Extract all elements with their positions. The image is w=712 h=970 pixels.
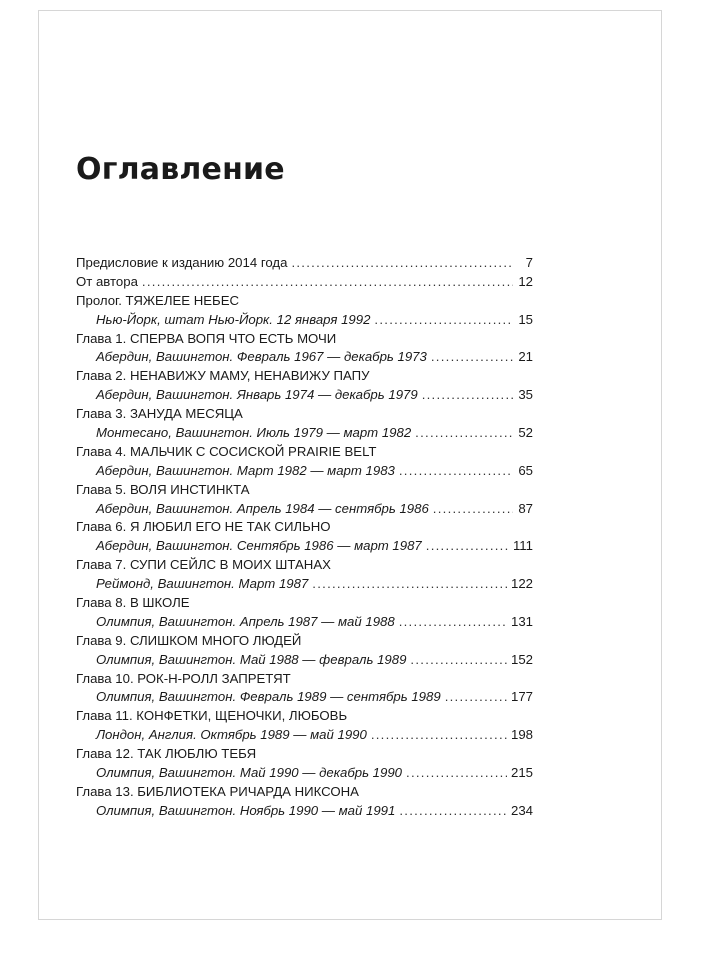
toc-entry-title-line: [76, 595, 533, 614]
toc-entry-subtitle-line: [76, 689, 533, 708]
toc-entry-title: Глава 2. НЕНАВИЖУ МАМУ, НЕНАВИЖУ ПАПУ: [76, 368, 370, 384]
toc-entry-title-line: [76, 444, 533, 463]
toc-entry-subtitle-line: [76, 463, 533, 482]
toc-entry-subtitle-line: [76, 614, 533, 633]
toc-entry-title-line: [76, 406, 533, 425]
dot-leader: [433, 501, 513, 516]
dot-leader: [399, 614, 507, 629]
toc-entry-subtitle: Олимпия, Вашингтон. Февраль 1989 — сентябрь 1989: [96, 689, 441, 705]
toc-entry-subtitle: Олимпия, Вашингтон. Май 1988 — февраль 1989: [96, 651, 407, 667]
page-title: Оглавление: [76, 152, 285, 187]
toc-page-number: 215: [510, 765, 533, 781]
toc-entry-subtitle-line: [76, 803, 533, 822]
toc-entry-title: Глава 6. Я ЛЮБИЛ ЕГО НЕ ТАК СИЛЬНО: [76, 519, 331, 535]
toc-entry-title: Пролог. ТЯЖЕЛЕЕ НЕБЕС: [76, 292, 240, 308]
toc-entry-subtitle: Олимпия, Вашингтон. Ноябрь 1990 — май 1991: [96, 802, 396, 818]
toc-entry-title: Предисловие к изданию 2014 года: [76, 255, 288, 270]
toc-entry: [76, 255, 533, 274]
toc-entry-title: Глава 8. В ШКОЛЕ: [76, 595, 190, 611]
dot-leader: [399, 803, 507, 818]
toc-entry-subtitle-line: [76, 727, 533, 746]
dot-leader: [431, 349, 513, 364]
toc-entry-title: Глава 10. РОК-Н-РОЛЛ ЗАПРЕТЯТ: [76, 670, 291, 686]
toc-page-number: 177: [510, 689, 533, 705]
toc-entry-title-line: [76, 293, 533, 312]
dot-leader: [291, 255, 513, 270]
toc-page-number: 15: [518, 311, 533, 327]
dot-leader: [371, 727, 507, 742]
toc-entry-subtitle-line: [76, 765, 533, 784]
toc-entry-subtitle: Абердин, Вашингтон. Апрель 1984 — сентябрь 1986: [96, 500, 429, 516]
toc-entry-title: Глава 13. БИБЛИОТЕКА РИЧАРДА НИКСОНА: [76, 783, 359, 799]
toc-entry-title: Глава 12. ТАК ЛЮБЛЮ ТЕБЯ: [76, 746, 257, 762]
toc-entry-subtitle: Реймонд, Вашингтон. Март 1987: [96, 576, 309, 592]
dot-leader: [410, 652, 507, 667]
toc-entry-subtitle-line: [76, 312, 533, 331]
dot-leader: [406, 765, 507, 780]
toc-page-number: 52: [518, 425, 533, 441]
dot-leader: [399, 463, 513, 478]
toc-entry-subtitle-line: [76, 576, 533, 595]
toc-entry-title: Глава 5. ВОЛЯ ИНСТИНКТА: [76, 481, 250, 497]
toc-entry-subtitle: Монтесано, Вашингтон. Июль 1979 — март 1982: [96, 425, 412, 441]
toc-page-number: 35: [518, 387, 533, 403]
toc-entry-title-line: [76, 368, 533, 387]
toc-entry-title-line: [76, 482, 533, 501]
toc-entry-title-line: [76, 746, 533, 765]
dot-leader: [312, 576, 507, 591]
toc-entry: [76, 274, 533, 293]
toc-entry-subtitle: Олимпия, Вашингтон. Май 1990 — декабрь 1990: [96, 765, 403, 781]
toc-entry-subtitle: Олимпия, Вашингтон. Апрель 1987 — май 1988: [96, 613, 395, 629]
toc-entry-title-line: [76, 708, 533, 727]
dot-leader: [374, 312, 513, 327]
toc-page-number: 21: [518, 349, 533, 365]
toc-entry-title-line: [76, 671, 533, 690]
toc-entry-title: Глава 9. СЛИШКОМ МНОГО ЛЮДЕЙ: [76, 632, 302, 648]
toc-entry-title: Глава 11. КОНФЕТКИ, ЩЕНОЧКИ, ЛЮБОВЬ: [76, 708, 348, 724]
toc-entry-title-line: [76, 331, 533, 350]
toc-page-number: 65: [518, 462, 533, 478]
toc-entry-subtitle-line: [76, 349, 533, 368]
toc-page-number: 152: [510, 651, 533, 667]
toc-entry-title: От автора: [76, 273, 138, 289]
toc-page-number: 198: [510, 727, 533, 743]
toc-entry-title: Глава 4. МАЛЬЧИК С СОСИСКОЙ PRAIRIE BELT: [76, 443, 377, 459]
toc-entry-title: Глава 1. СПЕРВА ВОПЯ ЧТО ЕСТЬ МОЧИ: [76, 330, 337, 346]
toc-page-number: 131: [510, 613, 533, 629]
toc-entry-title-line: [76, 633, 533, 652]
toc-entry-subtitle: Нью-Йорк, штат Нью-Йорк. 12 января 1992: [96, 311, 371, 327]
toc-entry-subtitle: Абердин, Вашингтон. Февраль 1967 — декабрь 1973: [96, 349, 427, 365]
toc-page-number: 111: [512, 538, 533, 554]
toc-entry-subtitle-line: [76, 652, 533, 671]
toc-entry-title: Глава 7. СУПИ СЕЙЛС В МОИХ ШТАНАХ: [76, 557, 331, 573]
toc-entry-subtitle: Абердин, Вашингтон. Сентябрь 1986 — март 1987: [96, 538, 422, 554]
toc-entry-subtitle: Лондон, Англия. Октябрь 1989 — май 1990: [96, 727, 367, 743]
dot-leader: [415, 425, 513, 440]
toc-entry-title-line: [76, 557, 533, 576]
toc-entry-subtitle-line: [76, 425, 533, 444]
toc-page-number: 7: [525, 255, 533, 270]
table-of-contents: [76, 255, 533, 822]
toc-page-number: 122: [510, 576, 533, 592]
dot-leader: [142, 274, 513, 289]
toc-entry-subtitle-line: [76, 501, 533, 520]
toc-entry-subtitle-line: [76, 538, 533, 557]
toc-entry-subtitle: Абердин, Вашингтон. Март 1982 — март 1983: [96, 462, 395, 478]
toc-page-number: 87: [518, 500, 533, 516]
dot-leader: [426, 538, 509, 553]
toc-page-number: 12: [518, 273, 533, 289]
toc-entry-subtitle: Абердин, Вашингтон. Январь 1974 — декабрь 1979: [96, 387, 418, 403]
dot-leader: [445, 689, 507, 704]
toc-entry-title: Глава 3. ЗАНУДА МЕСЯЦА: [76, 406, 243, 422]
toc-page-number: 234: [510, 802, 533, 818]
toc-entry-title-line: [76, 519, 533, 538]
toc-entry-title-line: [76, 784, 533, 803]
toc-entry-subtitle-line: [76, 387, 533, 406]
dot-leader: [422, 387, 513, 402]
